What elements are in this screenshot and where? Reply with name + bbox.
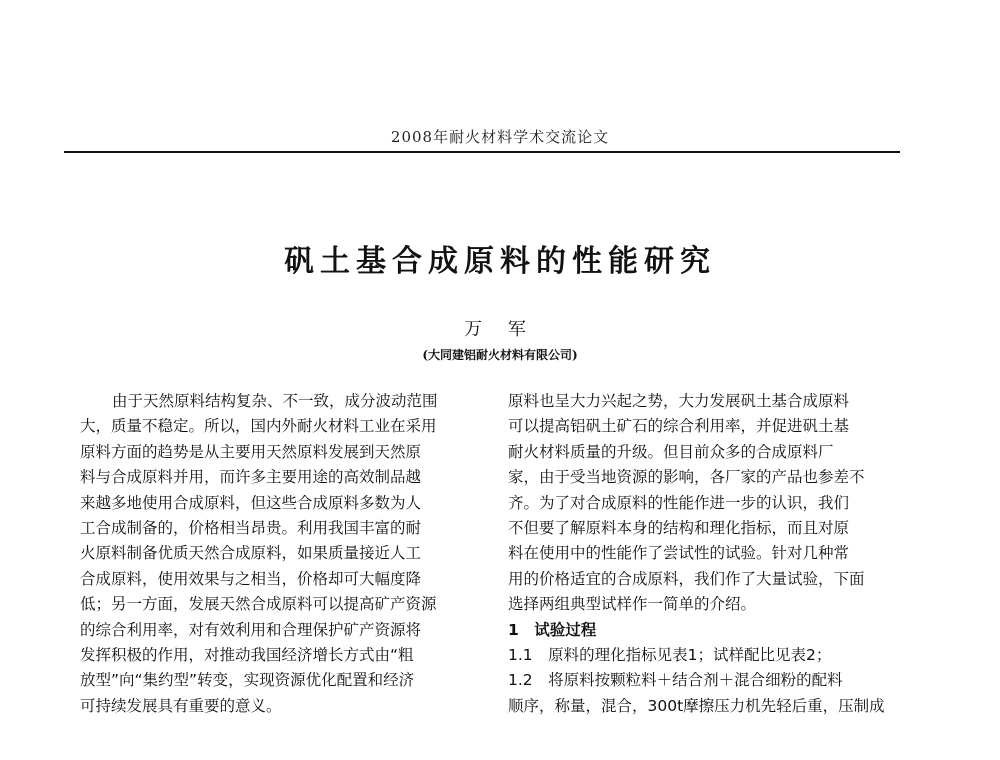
paragraph-line: 工合成制备的，价格相当昂贵。利用我国丰富的耐: [80, 518, 422, 537]
paragraph-line: 由于天然原料结构复杂、不一致，成分波动范围: [112, 392, 438, 410]
paragraph-line: 火原料制备优质天然合成原料，如果质量接近人工: [80, 544, 422, 563]
paragraph-line: 低；另一方面，发展天然合成原料可以提高矿产资源: [80, 595, 437, 614]
paragraph-line: 原料也呈大力兴起之势，大力发展矾土基合成原料: [508, 392, 850, 410]
paragraph-line: 用的价格适宜的合成原料，我们作了大量试验，下面: [508, 569, 865, 588]
paper-title: 矾土基合成原料的性能研究: [284, 244, 716, 279]
paragraph-line: 合成原料，使用效果与之相当，价格却可大幅度降: [80, 569, 422, 588]
paragraph-line: 发挥积极的作用，对推动我国经济增长方式由“粗: [80, 645, 414, 664]
paragraph-line: 家，由于受当地资源的影响，各厂家的产品也参差不: [508, 468, 865, 487]
header-rule: [64, 151, 900, 153]
paragraph-line: 顺序，称量，混合，300t摩擦压力机先轻后重，压制成: [508, 696, 885, 715]
paragraph-line: 大，质量不稳定。所以，国内外耐火材料工业在采用: [80, 417, 437, 436]
paragraph-line: 放型”向“集约型”转变，实现资源优化配置和经济: [80, 671, 415, 690]
paragraph-line: 料在使用中的性能作了尝试性的试验。针对几种常: [508, 544, 850, 563]
paragraph-line: 选择两组典型试样作一简单的介绍。: [508, 595, 757, 614]
author-name: 万 军: [464, 319, 536, 340]
paragraph-line: 齐。为了对合成原料的性能作进一步的认识，我们: [508, 493, 850, 512]
section-heading: 1 试验过程: [508, 620, 597, 639]
subsection-line: 1.2 将原料按颗粒料＋结合剂＋混合细粉的配料: [508, 671, 843, 690]
paragraph-line: 原料方面的趋势是从主要用天然原料发展到天然原: [80, 442, 422, 461]
paragraph-line: 的综合利用率，对有效利用和合理保护矿产资源将: [80, 620, 422, 639]
left-column: [80, 389, 480, 719]
paragraph-line: 可以提高铝矾土矿石的综合利用率，并促进矾土基: [508, 417, 850, 436]
running-head: 2008年耐火材料学术交流论文: [390, 128, 610, 146]
paragraph-line: 不但要了解原料本身的结构和理化指标，而且对原: [508, 518, 850, 537]
paragraph-line: 来越多地使用合成原料，但这些合成原料多数为人: [80, 493, 422, 512]
paragraph-line: 可持续发展具有重要的意义。: [80, 696, 282, 715]
subsection-line: 1.1 原料的理化指标见表1；试样配比见表2；: [508, 645, 832, 664]
right-column: [508, 389, 910, 719]
author-affiliation: (大同建铝耐火材料有限公司): [422, 348, 578, 362]
paragraph-line: 料与合成原料并用，而许多主要用途的高效制品越: [80, 468, 422, 487]
paragraph-line: 耐火材料质量的升级。但目前众多的合成原料厂: [508, 442, 834, 461]
